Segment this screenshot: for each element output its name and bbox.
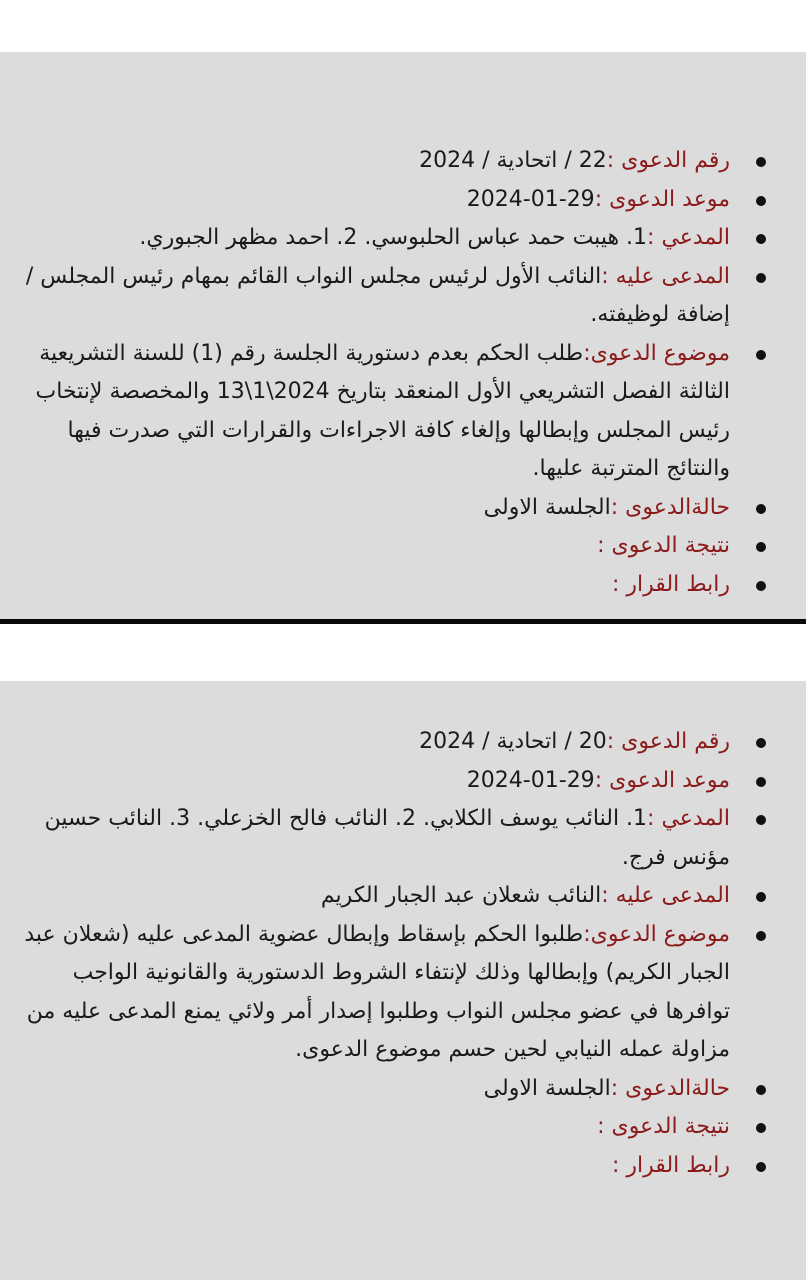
plaintiff-item bbox=[20, 800, 774, 877]
bullet-icon bbox=[756, 581, 766, 591]
case-card bbox=[0, 52, 806, 620]
case-number-label: رقم الدعوى : bbox=[606, 148, 730, 173]
case-date-label: موعد الدعوى : bbox=[594, 767, 730, 793]
defendant-label: المدعى عليه : bbox=[601, 883, 730, 908]
case-number-item bbox=[20, 142, 774, 181]
bullet-icon bbox=[756, 196, 766, 206]
case-date-value: 29-01-2024 bbox=[466, 186, 595, 212]
defendant-value: النائب شعلان عبد الجبار الكريم bbox=[320, 883, 602, 908]
case-subject-label: موضوع الدعوى: bbox=[583, 921, 730, 947]
bullet-icon bbox=[756, 815, 766, 825]
case-subject-item bbox=[20, 916, 774, 1070]
case-date-value: 29-01-2024 bbox=[466, 767, 595, 793]
case-result-item bbox=[20, 527, 774, 566]
plaintiff-value: 1. النائب يوسف الكلابي. 2. النائب فالح الخزعلي. 3. النائب حسين مؤنس فرج. bbox=[44, 806, 730, 870]
defendant-item bbox=[20, 258, 774, 335]
case-date-item bbox=[20, 181, 774, 220]
case-result-item bbox=[20, 1108, 774, 1147]
case-status-label: حالةالدعوى : bbox=[610, 494, 730, 520]
case-card bbox=[0, 681, 806, 1280]
section-divider bbox=[0, 619, 806, 624]
bullet-icon bbox=[756, 892, 766, 902]
defendant-item bbox=[20, 877, 774, 916]
case-details-list bbox=[20, 723, 774, 1185]
case-date-item bbox=[20, 762, 774, 801]
case-number-item bbox=[20, 723, 774, 762]
defendant-value: النائب الأول لرئيس مجلس النواب القائم بمهام رئيس المجلس / إضافة لوظيفته. bbox=[25, 263, 730, 327]
bullet-icon bbox=[756, 1162, 766, 1172]
bullet-icon bbox=[756, 738, 766, 748]
plaintiff-label: المدعي : bbox=[647, 806, 730, 831]
case-status-label: حالةالدعوى : bbox=[610, 1075, 730, 1101]
plaintiff-value: 1. هيبت حمد عباس الحلبوسي. 2. احمد مظهر الجبوري. bbox=[139, 225, 648, 250]
case-status-value: الجلسة الاولى bbox=[483, 494, 611, 520]
plaintiff-item bbox=[20, 219, 774, 258]
decision-link-label: رابط القرار : bbox=[612, 1152, 730, 1178]
bullet-icon bbox=[756, 542, 766, 552]
defendant-label: المدعى عليه : bbox=[601, 263, 730, 289]
bullet-icon bbox=[756, 931, 766, 941]
case-status-value: الجلسة الاولى bbox=[483, 1075, 611, 1101]
bullet-icon bbox=[756, 234, 766, 244]
case-result-label: نتيجة الدعوى : bbox=[597, 1114, 730, 1139]
bullet-icon bbox=[756, 1085, 766, 1095]
decision-link-item bbox=[20, 1147, 774, 1186]
case-details-list bbox=[20, 142, 774, 604]
case-subject-value: طلب الحكم بعدم دستورية الجلسة رقم (1) للسنة التشريعية الثالثة الفصل التشريعي الأول المنعقد بتاريخ 2024\1\13 والمخصصة لإنتخاب رئيس المجلس وإبطالها وإلغاء كافة الاجراءات والقرارات التي صدرت فيها والنتائج المترتبة عليها. bbox=[35, 340, 730, 481]
bullet-icon bbox=[756, 1123, 766, 1133]
case-number-value: 22 / اتحادية / 2024 bbox=[419, 148, 607, 173]
case-number-value: 20 / اتحادية / 2024 bbox=[419, 729, 607, 754]
case-number-label: رقم الدعوى : bbox=[606, 729, 730, 754]
bullet-icon bbox=[756, 350, 766, 360]
case-subject-label: موضوع الدعوى: bbox=[583, 340, 730, 366]
bullet-icon bbox=[756, 157, 766, 167]
plaintiff-label: المدعي : bbox=[647, 225, 730, 250]
bullet-icon bbox=[756, 273, 766, 283]
case-status-item bbox=[20, 1070, 774, 1109]
case-subject-item bbox=[20, 335, 774, 489]
bullet-icon bbox=[756, 777, 766, 787]
decision-link-item bbox=[20, 566, 774, 605]
case-result-label: نتيجة الدعوى : bbox=[597, 533, 730, 558]
bullet-icon bbox=[756, 504, 766, 514]
case-date-label: موعد الدعوى : bbox=[594, 186, 730, 212]
case-status-item bbox=[20, 489, 774, 528]
decision-link-label: رابط القرار : bbox=[612, 571, 730, 597]
case-subject-value: طلبوا الحكم بإسقاط وإبطال عضوية المدعى عليه (شعلان عبد الجبار الكريم) وإبطالها وذلك لإنتفاء الشروط الدستورية والقانونية الواجب توافرها في عضو مجلس النواب وطلبوا إصدار أمر ولائي يمنع المدعى عليه من مزاولة عمله النيابي لحين حسم موضوع الدعوى. bbox=[24, 921, 730, 1062]
